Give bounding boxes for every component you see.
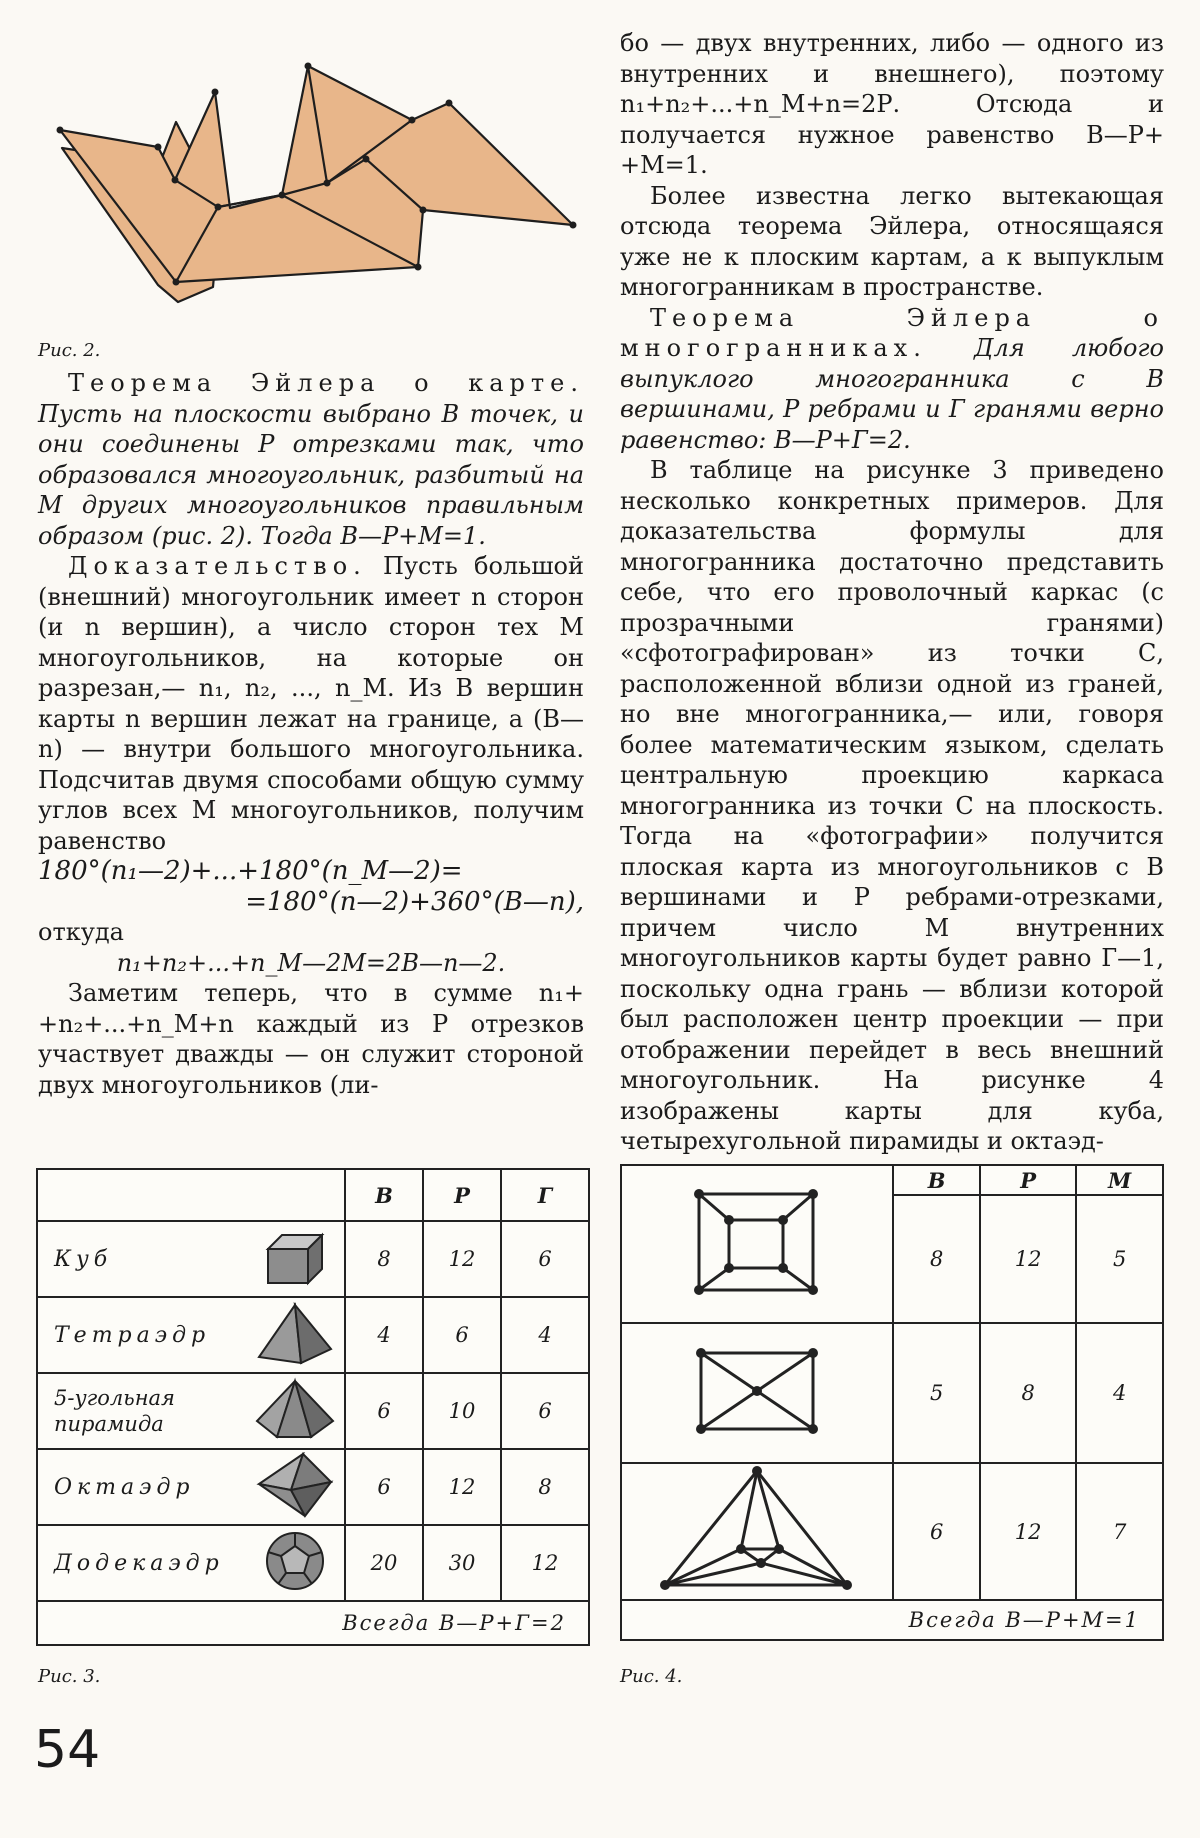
proof-title: Доказательство. — [68, 552, 367, 580]
map-polygon-outer — [60, 66, 573, 282]
right-column — [620, 28, 1164, 1157]
corner-cell — [37, 1169, 345, 1221]
header-faces: Г — [501, 1169, 589, 1221]
proof-text: Пусть большой (внешний) многоугольник имеет n сторон (и n вершин), а число сторон тех М многоугольников, на которые он разрезан,— n₁, n₂, ..., n_M. Из В вершин карты n вершин лежат на границе, а (В—n) — внутри большого многоугольника. Подсчитав двумя способами общую сумму углов всех М многоугольников, получим равенство — [38, 552, 584, 855]
vertices-cell: 5 — [893, 1323, 979, 1463]
header-vertices: В — [345, 1169, 423, 1221]
figure-2-caption: Рис. 2. — [38, 340, 101, 361]
faces-cell: 4 — [501, 1297, 589, 1373]
whence-text: откуда — [38, 918, 124, 946]
edges-cell: 8 — [980, 1323, 1076, 1463]
theorem-title: Теорема Эйлера о карте. — [68, 369, 584, 397]
euler-map-formula-footer: Всегда В—Р+М=1 — [621, 1600, 1163, 1640]
cube-map-cell — [621, 1165, 893, 1323]
pyramid-planar-map-icon — [687, 1341, 827, 1441]
euler-formula-footer: Всегда В—Р+Г=2 — [37, 1601, 589, 1645]
theorem-statement: Пусть на плоскости выбрано В точек, и они соединены Р отрезками так, что образовался многоугольник, разбитый на М других многоугольников правильным образом (рис. 2). Тогда В—Р+М=1. — [38, 399, 584, 550]
edges-cell: 30 — [423, 1525, 501, 1601]
projection-paragraph: В таблице на рисунке 3 приведено несколько конкретных примеров. Для доказательства формулы для многогранника достаточно представить себе, что его проволочный каркас (с прозрачными гранями) «сфотографирован» из точки С, расположенной вблизи одной из граней, но вне многогранника,— или, говоря более математическим языком, сделать центральную проекцию каркаса многогранника из точки С на плоскость. Тогда на «фотографии» получится плоская карта из многоугольников с В вершинами и Р ребрами-отрезками, причем число М внутренних многоугольников карты будет равно Г—1, поскольку одна грань — вблизи которой был расположен центр проекции — при отображении перейдет в весь внешний многоугольник. На рисунке 4 изображены карты для куба, четырехугольной пирамиды и октаэд- — [620, 456, 1164, 1155]
cube-planar-map-icon — [687, 1182, 827, 1302]
octahedron-map-cell — [621, 1463, 893, 1600]
faces-cell: 6 — [501, 1221, 589, 1297]
figure-3-caption: Рис. 3. — [38, 1666, 101, 1687]
figure-2-map-detailed — [40, 55, 600, 335]
faces-cell: 6 — [501, 1373, 589, 1449]
table-row — [621, 1323, 1163, 1463]
edges-cell: 10 — [423, 1373, 501, 1449]
formula-3: n₁+n₂+...+n_M—2M=2B—n—2. — [116, 948, 506, 977]
edges-cell: 12 — [980, 1463, 1076, 1600]
vertices-cell: 8 — [893, 1195, 979, 1323]
table-row — [37, 1373, 589, 1449]
proof-paragraph — [38, 551, 584, 856]
tetrahedron-icon — [246, 1297, 345, 1373]
header-vertices: В — [893, 1165, 979, 1195]
faces-cell: 8 — [501, 1449, 589, 1525]
edges-cell: 6 — [423, 1297, 501, 1373]
table-row — [37, 1449, 589, 1525]
edges-cell: 12 — [423, 1449, 501, 1525]
table-row — [37, 1221, 589, 1297]
euler-polyhedra-theorem — [620, 303, 1164, 456]
polyhedron-name: Тетраэдр — [37, 1297, 246, 1373]
figure-4-caption: Рис. 4. — [620, 1666, 683, 1687]
vertices-cell: 6 — [345, 1449, 423, 1525]
pyramid-map-cell — [621, 1323, 893, 1463]
vertices-cell: 6 — [893, 1463, 979, 1600]
figure-4-table — [620, 1164, 1164, 1640]
page-number: 54 — [34, 1720, 101, 1780]
polyhedron-name: 5-угольная пирамида — [37, 1373, 246, 1449]
faces-cell: 12 — [501, 1525, 589, 1601]
formula-1: 180°(n₁—2)+...+180°(n_M—2)= — [38, 856, 463, 886]
header-edges: Р — [423, 1169, 501, 1221]
figure-3-table — [36, 1168, 590, 1646]
vertices-cell: 6 — [345, 1373, 423, 1449]
polyhedron-name: Куб — [37, 1221, 246, 1297]
sum-paragraph: Заметим теперь, что в сумме n₁+ +n₂+...+n_M+n каждый из Р отрезков участвует дважды — он служит стороной двух многоугольников (ли- — [38, 979, 584, 1099]
octahedron-icon — [246, 1449, 345, 1525]
known-theorem-paragraph: Более известна легко вытекающая отсюда теорема Эйлера, относящаяся уже не к плоским картам, а к выпуклым многогранникам в пространстве. — [620, 181, 1164, 301]
edges-cell: 12 — [423, 1221, 501, 1297]
formula-2: =180°(n—2)+360°(В—n), — [245, 886, 584, 917]
vertices-cell: 20 — [345, 1525, 423, 1601]
vertices-cell: 4 — [345, 1297, 423, 1373]
cube-icon — [246, 1221, 345, 1297]
header-edges: Р — [980, 1165, 1076, 1195]
polyhedron-name: Додекаэдр — [37, 1525, 246, 1601]
polyhedron-name: Октаэдр — [37, 1449, 246, 1525]
pentagonal-pyramid-icon — [246, 1373, 345, 1449]
vertices-cell: 8 — [345, 1221, 423, 1297]
table-row — [621, 1463, 1163, 1600]
theorem2-statement: Для любого выпуклого многогранника с В вершинами, Р ребрами и Г гранями верно равенство: В—Р+Г=2. — [620, 334, 1164, 454]
regions-cell: 4 — [1076, 1323, 1163, 1463]
octahedron-planar-map-icon — [657, 1465, 857, 1593]
regions-cell: 5 — [1076, 1195, 1163, 1323]
table-row — [37, 1525, 589, 1601]
dodecahedron-icon — [246, 1525, 345, 1601]
header-regions: М — [1076, 1165, 1163, 1195]
left-column — [38, 368, 584, 1100]
table-row — [37, 1297, 589, 1373]
continuation-paragraph: бо — двух внутренних, либо — одного из внутренних и внешнего), поэтому n₁+n₂+...+n_M+n=2Р. Отсюда и получается нужное равенство В—Р+ +М=1. — [620, 29, 1164, 179]
edges-cell: 12 — [980, 1195, 1076, 1323]
regions-cell: 7 — [1076, 1463, 1163, 1600]
theorem2-title: Теорема Эйлера о многогранниках. — [620, 303, 1164, 362]
euler-map-theorem — [38, 368, 584, 551]
